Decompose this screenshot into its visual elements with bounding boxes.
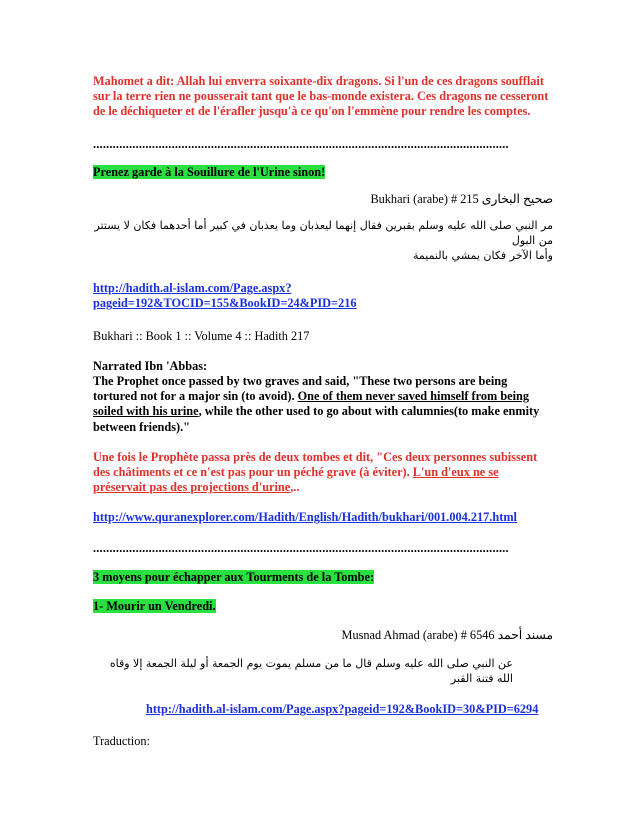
separator-line: ............................................................................................................................... <box>93 136 509 151</box>
french-text-end: ,.. <box>290 480 300 495</box>
english-text-end: , while the other used to go about with calumnies(to make enmity between friends)." <box>93 404 540 434</box>
separator-line: ............................................................................................................................... <box>93 540 509 555</box>
hadith-link-1[interactable]: http://hadith.al-islam.com/Page.aspx? <box>93 281 292 296</box>
source-musnad: Musnad Ahmad (arabe) # 6546 مسند أحمد <box>341 628 553 643</box>
quranexplorer-link[interactable]: http://www.quranexplorer.com/Hadith/English/Hadith/bukhari/001.004.217.html <box>93 510 517 525</box>
arabic-hadith-line1: مر النبي صلى الله عليه وسلم بقبرين فقال إنهما ليعذبان وما يعذبان في كبير أما أحدهما فكان لا يستتر من البول <box>94 219 553 248</box>
english-translation <box>93 374 553 435</box>
hadith-link-1-continued[interactable]: pageid=192&TOCID=155&BookID=24&PID=216 <box>93 296 357 311</box>
section-heading-urine: Prenez garde à la Souillure de l'Urine sinon! <box>93 164 326 179</box>
document-content <box>93 74 553 749</box>
arabic-hadith-line2: وأما الآخر فكان يمشي بالنميمة <box>413 249 553 263</box>
french-translation <box>93 450 553 496</box>
intro-paragraph: Mahomet a dit: Allah lui enverra soixante-dix dragons. Si l'un de ces dragons soufflait sur la terre rien ne pousserait tant que le bas-monde existera. Ces dragons ne cesseront de le déchiqueter et de l'érafler jusqu'à ce qu'on l'emmène pour rendre les comptes. <box>93 74 549 119</box>
book-reference: Bukhari :: Book 1 :: Volume 4 :: Hadith 217 <box>93 328 310 343</box>
arabic-hadith-friday: عن النبي صلى الله عليه وسلم قال ما من مسلم يموت يوم الجمعة أو ليلة الجمعة إلا وقاه الله فتنة القبر <box>109 657 513 686</box>
english-underlined-text: One of them never saved himself from being soiled with his urine <box>93 389 530 419</box>
translation-label: Traduction: <box>93 733 150 748</box>
hadith-link-2[interactable]: http://hadith.al-islam.com/Page.aspx?pageid=192&BookID=30&PID=6294 <box>146 702 539 717</box>
french-text-start: Une fois le Prophète passa près de deux tombes et dit, "Ces deux personnes subissent des châtiments et ce n'est pas pour un péché grave (à éviter). <box>93 449 538 480</box>
french-underlined-text: L'un d'eux ne se préservait pas des projections d'urine <box>93 465 499 495</box>
subheading-friday: 1- Mourir un Vendredi. <box>93 599 216 614</box>
narrator-label: Narrated Ibn 'Abbas: <box>93 358 208 373</box>
section-heading-escape: 3 moyens pour échapper aux Tourments de la Tombe: <box>93 569 375 584</box>
english-text-start: The Prophet once passed by two graves and said, "These two persons are being tortured not for a major sin (to avoid). <box>93 374 508 404</box>
source-bukhari: Bukhari (arabe) # 215 صحيح البخارى <box>370 192 553 207</box>
